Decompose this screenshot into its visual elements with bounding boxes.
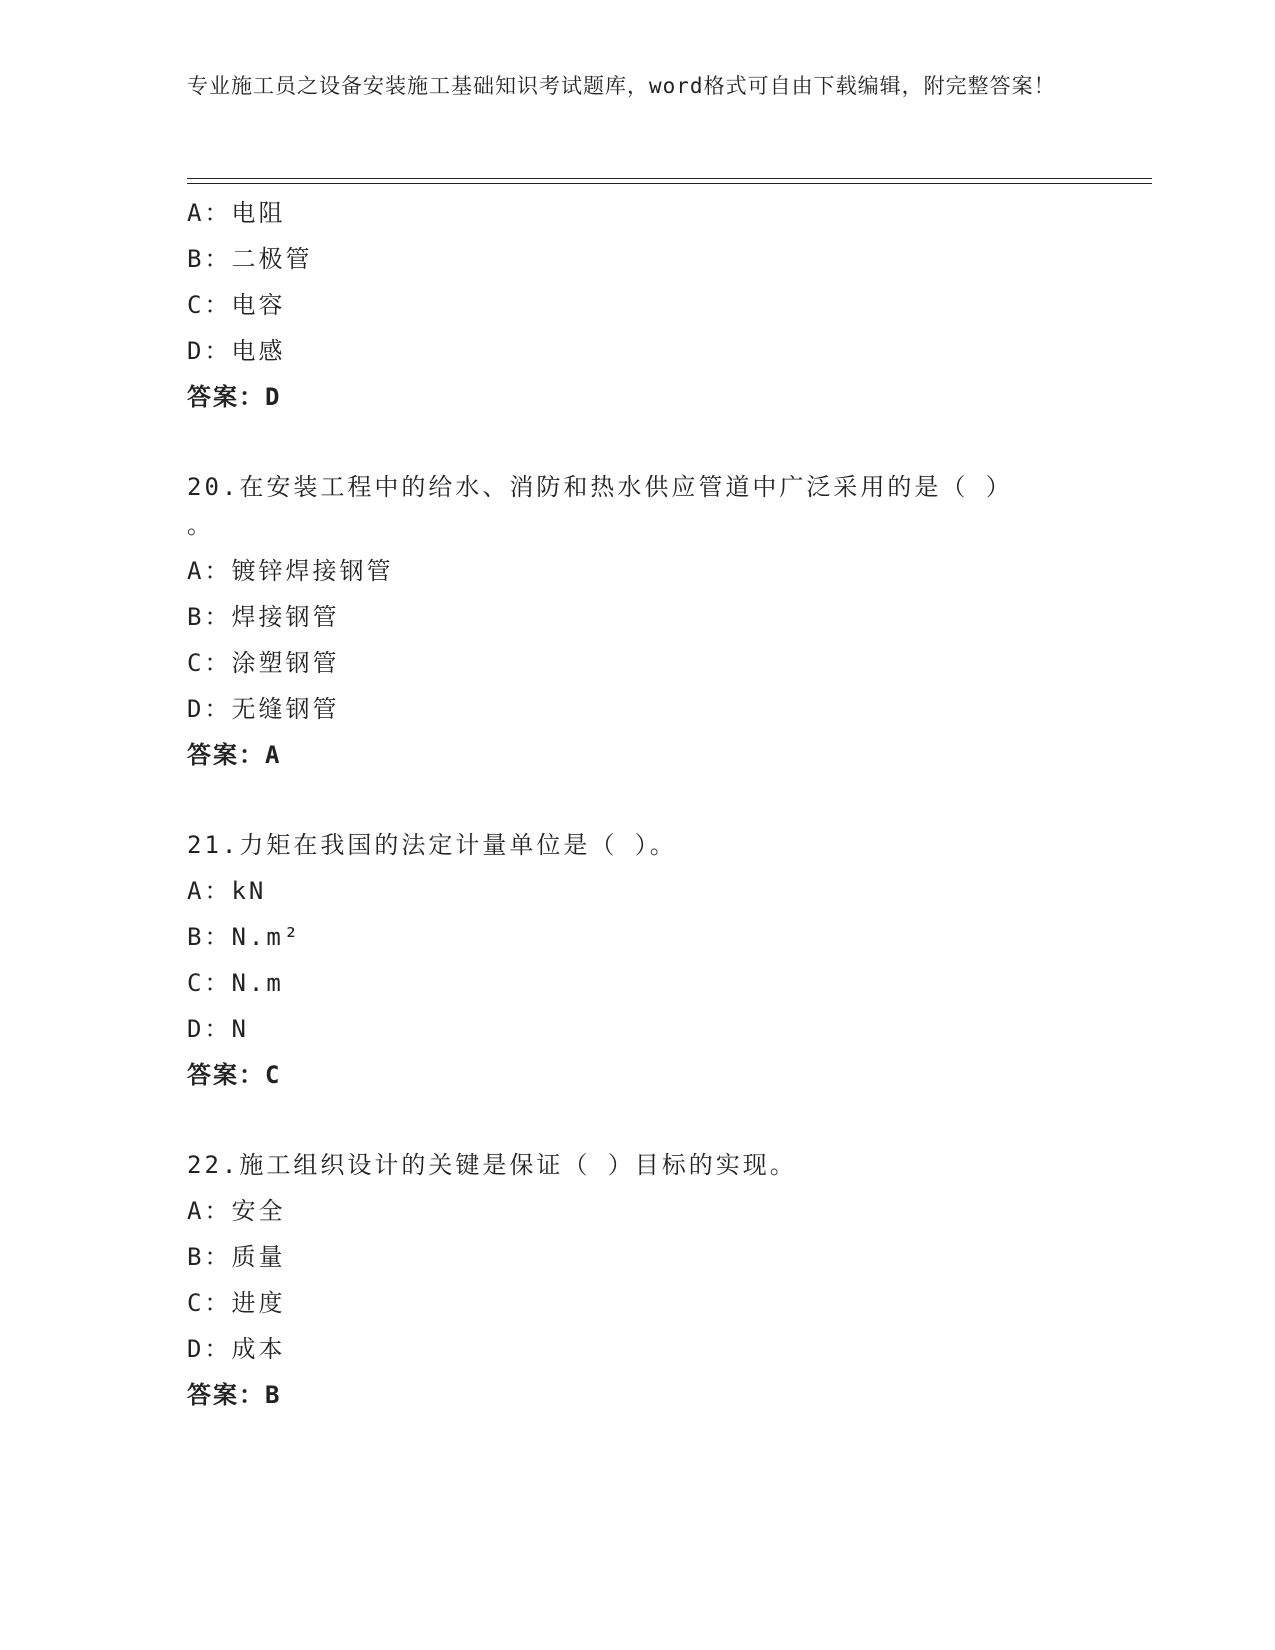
option-d: D：N bbox=[187, 1015, 249, 1043]
answer: 答案：B bbox=[187, 1381, 282, 1409]
option-d: D：无缝钢管 bbox=[187, 695, 340, 723]
option-b: B：N.m² bbox=[187, 923, 302, 951]
option-b: B：二极管 bbox=[187, 245, 313, 273]
answer: 答案：D bbox=[187, 383, 282, 411]
question-stem: 22.施工组织设计的关键是保证（ ）目标的实现。 bbox=[187, 1151, 797, 1179]
question-stem: 20.在安装工程中的给水、消防和热水供应管道中广泛采用的是（ ） bbox=[187, 473, 1013, 501]
question-19-tail bbox=[187, 190, 1127, 420]
answer: 答案：C bbox=[187, 1061, 282, 1089]
question-stem-continuation: 。 bbox=[187, 511, 214, 539]
question-list bbox=[187, 190, 1127, 1418]
document-header: 专业施工员之设备安装施工基础知识考试题库，word格式可自由下载编辑，附完整答案！ bbox=[187, 74, 1056, 98]
option-b: B：焊接钢管 bbox=[187, 603, 340, 631]
option-d: D：电感 bbox=[187, 337, 286, 365]
question-21 bbox=[187, 822, 1127, 1098]
option-a: A：安全 bbox=[187, 1197, 286, 1225]
option-d: D：成本 bbox=[187, 1335, 286, 1363]
option-b: B：质量 bbox=[187, 1243, 286, 1271]
option-c: C：涂塑钢管 bbox=[187, 649, 340, 677]
option-c: C：电容 bbox=[187, 291, 286, 319]
question-22 bbox=[187, 1142, 1127, 1418]
option-a: A：镀锌焊接钢管 bbox=[187, 557, 394, 585]
answer: 答案：A bbox=[187, 741, 282, 769]
header-rule-top bbox=[187, 178, 1152, 179]
option-c: C：进度 bbox=[187, 1289, 286, 1317]
option-a: A：电阻 bbox=[187, 199, 286, 227]
header-rule-bottom bbox=[187, 183, 1152, 184]
question-20 bbox=[187, 464, 1127, 778]
question-stem: 21.力矩在我国的法定计量单位是（ ）。 bbox=[187, 831, 677, 859]
option-c: C：N.m bbox=[187, 969, 284, 997]
option-a: A：kN bbox=[187, 877, 267, 905]
